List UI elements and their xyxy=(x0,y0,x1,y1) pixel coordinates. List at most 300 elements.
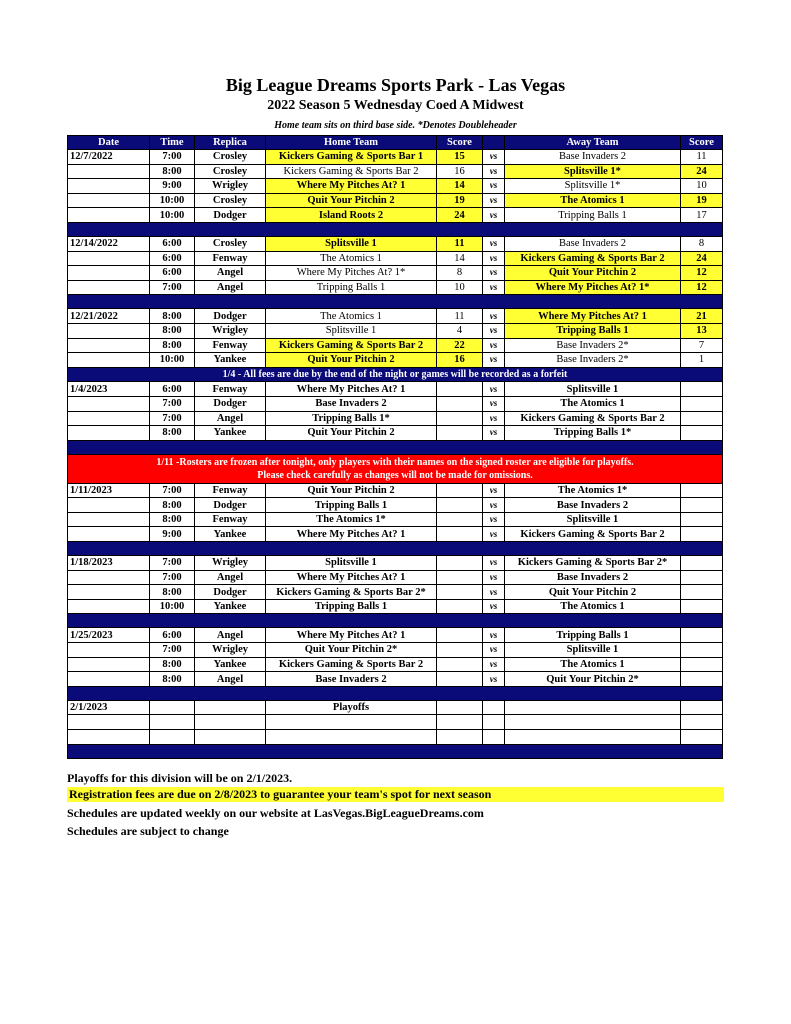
game-row xyxy=(68,164,723,179)
away-score: 17 xyxy=(681,208,723,223)
game-date xyxy=(68,193,150,208)
home-score xyxy=(437,382,483,397)
away-score: 24 xyxy=(681,251,723,266)
home-team: Splitsville 1 xyxy=(266,236,437,251)
home-score: 24 xyxy=(437,208,483,223)
vs-label: vs xyxy=(483,150,505,165)
away-score: 10 xyxy=(681,179,723,194)
game-date: 2/1/2023 xyxy=(68,700,150,715)
game-date xyxy=(68,353,150,368)
away-team: Tripping Balls 1 xyxy=(505,628,681,643)
game-date: 12/14/2022 xyxy=(68,236,150,251)
away-team: Kickers Gaming & Sports Bar 2* xyxy=(505,556,681,571)
home-team: Base Invaders 2 xyxy=(266,396,437,411)
schedule-table xyxy=(67,135,723,759)
vs-label: vs xyxy=(483,179,505,194)
home-team: The Atomics 1* xyxy=(266,512,437,527)
home-score: 11 xyxy=(437,309,483,324)
game-replica: Angel xyxy=(195,411,266,426)
game-time: 6:00 xyxy=(150,628,195,643)
away-score xyxy=(681,396,723,411)
vs-label: vs xyxy=(483,309,505,324)
game-date: 1/18/2023 xyxy=(68,556,150,571)
game-row xyxy=(68,527,723,542)
away-team: The Atomics 1 xyxy=(505,396,681,411)
game-date: 12/7/2022 xyxy=(68,150,150,165)
game-date xyxy=(68,657,150,672)
home-score: 8 xyxy=(437,266,483,281)
game-row xyxy=(68,150,723,165)
roster-alert-line-1: 1/11 -Rosters are frozen after tonight, only players with their names on the signed roster are eligible for playoffs. xyxy=(156,456,634,468)
game-row xyxy=(68,411,723,426)
game-row xyxy=(68,483,723,498)
away-team: The Atomics 1 xyxy=(505,193,681,208)
home-score: 22 xyxy=(437,338,483,353)
home-score: 14 xyxy=(437,179,483,194)
game-date xyxy=(68,396,150,411)
vs-label: vs xyxy=(483,599,505,614)
week-separator xyxy=(68,686,723,700)
home-team: Where My Pitches At? 1 xyxy=(266,179,437,194)
fees-notice: 1/4 - All fees are due by the end of the night or games will be recorded as a forfeit xyxy=(68,367,723,382)
game-replica: Yankee xyxy=(195,527,266,542)
away-score xyxy=(681,498,723,513)
away-score xyxy=(681,426,723,441)
game-row xyxy=(68,585,723,600)
week-separator xyxy=(68,614,723,628)
game-time: 9:00 xyxy=(150,527,195,542)
game-replica: Crosley xyxy=(195,193,266,208)
separator-bar xyxy=(68,686,723,700)
game-replica: Crosley xyxy=(195,150,266,165)
game-row xyxy=(68,179,723,194)
vs-label: vs xyxy=(483,266,505,281)
week-separator xyxy=(68,542,723,556)
game-time: 10:00 xyxy=(150,599,195,614)
game-time: 7:00 xyxy=(150,150,195,165)
vs-label: vs xyxy=(483,483,505,498)
vs-label: vs xyxy=(483,512,505,527)
game-row xyxy=(68,570,723,585)
away-team: Base Invaders 2* xyxy=(505,353,681,368)
vs-label: vs xyxy=(483,236,505,251)
game-time: 8:00 xyxy=(150,512,195,527)
home-team: Playoffs xyxy=(266,700,437,715)
away-score xyxy=(681,643,723,658)
away-team: Quit Your Pitchin 2 xyxy=(505,266,681,281)
game-time: 8:00 xyxy=(150,498,195,513)
away-team: Where My Pitches At? 1* xyxy=(505,280,681,295)
away-score xyxy=(681,382,723,397)
away-team: The Atomics 1 xyxy=(505,657,681,672)
game-time: 8:00 xyxy=(150,426,195,441)
home-score: 19 xyxy=(437,193,483,208)
page-title: Big League Dreams Sports Park - Las Vegas xyxy=(225,75,566,95)
week-separator xyxy=(68,295,723,309)
game-date xyxy=(68,730,150,745)
game-replica: Wrigley xyxy=(195,643,266,658)
away-score xyxy=(681,672,723,687)
game-time: 8:00 xyxy=(150,585,195,600)
game-time: 8:00 xyxy=(150,309,195,324)
vs-label: vs xyxy=(483,338,505,353)
vs-label xyxy=(483,715,505,730)
game-replica: Wrigley xyxy=(195,556,266,571)
game-date xyxy=(68,585,150,600)
home-team xyxy=(266,715,437,730)
game-time: 10:00 xyxy=(150,353,195,368)
roster-alert-line-2: Please check carefully as changes will not be made for omissions. xyxy=(257,469,533,481)
away-score: 12 xyxy=(681,280,723,295)
home-score: 11 xyxy=(437,236,483,251)
game-replica: Fenway xyxy=(195,251,266,266)
week-separator xyxy=(68,744,723,758)
home-team: Kickers Gaming & Sports Bar 2 xyxy=(266,164,437,179)
game-time: 8:00 xyxy=(150,323,195,338)
game-time: 8:00 xyxy=(150,164,195,179)
vs-label: vs xyxy=(483,382,505,397)
away-team: Base Invaders 2* xyxy=(505,338,681,353)
game-replica: Angel xyxy=(195,672,266,687)
game-row xyxy=(68,353,723,368)
game-row xyxy=(68,599,723,614)
away-score xyxy=(681,628,723,643)
home-team: The Atomics 1 xyxy=(266,309,437,324)
game-replica: Fenway xyxy=(195,338,266,353)
home-team: Where My Pitches At? 1 xyxy=(266,570,437,585)
vs-label: vs xyxy=(483,643,505,658)
game-row xyxy=(68,309,723,324)
game-row xyxy=(68,512,723,527)
game-row xyxy=(68,628,723,643)
home-team: Island Roots 2 xyxy=(266,208,437,223)
game-date xyxy=(68,599,150,614)
away-score xyxy=(681,483,723,498)
game-replica: Fenway xyxy=(195,512,266,527)
vs-label: vs xyxy=(483,353,505,368)
away-team: Where My Pitches At? 1 xyxy=(505,309,681,324)
vs-label: vs xyxy=(483,411,505,426)
home-team: Tripping Balls 1 xyxy=(266,498,437,513)
home-team: The Atomics 1 xyxy=(266,251,437,266)
home-score xyxy=(437,396,483,411)
col-home-team: Home Team xyxy=(266,136,437,150)
game-time: 8:00 xyxy=(150,338,195,353)
separator-bar xyxy=(68,614,723,628)
game-time: 7:00 xyxy=(150,556,195,571)
game-replica: Crosley xyxy=(195,164,266,179)
week-separator xyxy=(68,222,723,236)
away-score: 8 xyxy=(681,236,723,251)
game-date xyxy=(68,672,150,687)
game-time: 7:00 xyxy=(150,570,195,585)
away-score xyxy=(681,512,723,527)
home-score xyxy=(437,599,483,614)
home-score: 10 xyxy=(437,280,483,295)
away-score xyxy=(681,730,723,745)
away-score: 12 xyxy=(681,266,723,281)
home-team: Kickers Gaming & Sports Bar 2 xyxy=(266,657,437,672)
game-date xyxy=(68,570,150,585)
home-score xyxy=(437,715,483,730)
game-date: 1/25/2023 xyxy=(68,628,150,643)
game-date xyxy=(68,208,150,223)
game-time: 7:00 xyxy=(150,396,195,411)
away-team: Splitsville 1* xyxy=(505,179,681,194)
separator-bar xyxy=(68,295,723,309)
separator-bar xyxy=(68,222,723,236)
away-score: 13 xyxy=(681,323,723,338)
home-team: Kickers Gaming & Sports Bar 2 xyxy=(266,338,437,353)
col-away-score: Score xyxy=(681,136,723,150)
home-score: 4 xyxy=(437,323,483,338)
away-score xyxy=(681,585,723,600)
away-score xyxy=(681,570,723,585)
home-team: Where My Pitches At? 1 xyxy=(266,382,437,397)
home-score: 16 xyxy=(437,353,483,368)
roster-alert xyxy=(68,454,723,483)
game-replica: Angel xyxy=(195,266,266,281)
away-score xyxy=(681,599,723,614)
footer-playoffs: Playoffs for this division will be on 2/1/2023. xyxy=(67,771,293,785)
game-date xyxy=(68,323,150,338)
game-row xyxy=(68,396,723,411)
vs-label: vs xyxy=(483,672,505,687)
game-date: 1/11/2023 xyxy=(68,483,150,498)
away-team: Quit Your Pitchin 2* xyxy=(505,672,681,687)
away-team: Base Invaders 2 xyxy=(505,570,681,585)
away-score: 24 xyxy=(681,164,723,179)
game-time xyxy=(150,730,195,745)
game-time: 6:00 xyxy=(150,236,195,251)
game-date xyxy=(68,280,150,295)
game-row xyxy=(68,672,723,687)
away-team xyxy=(505,715,681,730)
vs-label: vs xyxy=(483,193,505,208)
home-score xyxy=(437,512,483,527)
vs-label: vs xyxy=(483,280,505,295)
week-separator xyxy=(68,440,723,454)
home-team: Quit Your Pitchin 2 xyxy=(266,426,437,441)
col-date: Date xyxy=(68,136,150,150)
separator-bar xyxy=(68,440,723,454)
game-replica: Angel xyxy=(195,570,266,585)
away-team: Kickers Gaming & Sports Bar 2 xyxy=(505,527,681,542)
game-row xyxy=(68,730,723,745)
away-team: Splitsville 1 xyxy=(505,643,681,658)
game-replica xyxy=(195,700,266,715)
game-time: 7:00 xyxy=(150,280,195,295)
game-row xyxy=(68,715,723,730)
away-team xyxy=(505,700,681,715)
separator-bar xyxy=(68,542,723,556)
home-score: 14 xyxy=(437,251,483,266)
game-date xyxy=(68,411,150,426)
away-team: Kickers Gaming & Sports Bar 2 xyxy=(505,251,681,266)
home-team: Tripping Balls 1 xyxy=(266,280,437,295)
vs-label: vs xyxy=(483,323,505,338)
game-row xyxy=(68,266,723,281)
vs-label: vs xyxy=(483,585,505,600)
away-score: 19 xyxy=(681,193,723,208)
game-row xyxy=(68,700,723,715)
away-team: Tripping Balls 1* xyxy=(505,426,681,441)
game-date xyxy=(68,512,150,527)
game-row xyxy=(68,280,723,295)
vs-label: vs xyxy=(483,208,505,223)
col-replica: Replica xyxy=(195,136,266,150)
vs-label: vs xyxy=(483,556,505,571)
vs-label: vs xyxy=(483,164,505,179)
home-team: Where My Pitches At? 1 xyxy=(266,527,437,542)
separator-bar xyxy=(68,744,723,758)
home-team: Quit Your Pitchin 2 xyxy=(266,483,437,498)
away-team: The Atomics 1 xyxy=(505,599,681,614)
footer-change-notice: Schedules are subject to change xyxy=(67,824,229,838)
game-replica: Yankee xyxy=(195,657,266,672)
home-score xyxy=(437,556,483,571)
home-score xyxy=(437,700,483,715)
game-replica: Yankee xyxy=(195,426,266,441)
game-time: 10:00 xyxy=(150,193,195,208)
away-team: Tripping Balls 1 xyxy=(505,323,681,338)
home-score xyxy=(437,730,483,745)
game-replica: Yankee xyxy=(195,599,266,614)
game-time: 8:00 xyxy=(150,657,195,672)
col-time: Time xyxy=(150,136,195,150)
page-subtitle: 2022 Season 5 Wednesday Coed A Midwest xyxy=(267,98,524,113)
home-score xyxy=(437,570,483,585)
game-replica: Dodger xyxy=(195,498,266,513)
game-date xyxy=(68,164,150,179)
game-row xyxy=(68,323,723,338)
game-date: 12/21/2022 xyxy=(68,309,150,324)
game-time: 6:00 xyxy=(150,266,195,281)
away-team: Splitsville 1 xyxy=(505,382,681,397)
game-time xyxy=(150,715,195,730)
game-date xyxy=(68,179,150,194)
away-team: Tripping Balls 1 xyxy=(505,208,681,223)
game-date xyxy=(68,426,150,441)
home-team: Splitsville 1 xyxy=(266,323,437,338)
game-replica: Dodger xyxy=(195,396,266,411)
game-row xyxy=(68,251,723,266)
home-score xyxy=(437,483,483,498)
game-time: 7:00 xyxy=(150,643,195,658)
game-time: 6:00 xyxy=(150,382,195,397)
vs-label: vs xyxy=(483,628,505,643)
vs-label xyxy=(483,700,505,715)
home-score xyxy=(437,657,483,672)
home-score: 16 xyxy=(437,164,483,179)
game-replica: Angel xyxy=(195,628,266,643)
fees-notice-row xyxy=(68,367,723,382)
home-score xyxy=(437,426,483,441)
away-score: 1 xyxy=(681,353,723,368)
away-team: Kickers Gaming & Sports Bar 2 xyxy=(505,411,681,426)
game-time: 6:00 xyxy=(150,251,195,266)
away-team: Base Invaders 2 xyxy=(505,498,681,513)
away-score: 11 xyxy=(681,150,723,165)
home-team: Tripping Balls 1* xyxy=(266,411,437,426)
away-team: Quit Your Pitchin 2 xyxy=(505,585,681,600)
home-score xyxy=(437,498,483,513)
game-row xyxy=(68,643,723,658)
home-team: Quit Your Pitchin 2* xyxy=(266,643,437,658)
game-row xyxy=(68,382,723,397)
game-date: 1/4/2023 xyxy=(68,382,150,397)
game-row xyxy=(68,208,723,223)
game-time: 10:00 xyxy=(150,208,195,223)
col-away-team: Away Team xyxy=(505,136,681,150)
home-score xyxy=(437,585,483,600)
vs-label xyxy=(483,730,505,745)
home-team: Tripping Balls 1 xyxy=(266,599,437,614)
home-team: Base Invaders 2 xyxy=(266,672,437,687)
vs-label: vs xyxy=(483,527,505,542)
home-team: Where My Pitches At? 1* xyxy=(266,266,437,281)
away-score: 7 xyxy=(681,338,723,353)
game-replica xyxy=(195,730,266,745)
game-replica: Fenway xyxy=(195,483,266,498)
vs-label: vs xyxy=(483,396,505,411)
game-time: 9:00 xyxy=(150,179,195,194)
game-replica: Dodger xyxy=(195,585,266,600)
game-date xyxy=(68,527,150,542)
game-row xyxy=(68,236,723,251)
game-replica: Angel xyxy=(195,280,266,295)
away-score xyxy=(681,700,723,715)
game-replica: Crosley xyxy=(195,236,266,251)
footer-website: Schedules are updated weekly on our website at LasVegas.BigLeagueDreams.com xyxy=(67,806,484,820)
game-time xyxy=(150,700,195,715)
table-header-row xyxy=(68,136,723,150)
away-team: Splitsville 1 xyxy=(505,512,681,527)
home-team: Quit Your Pitchin 2 xyxy=(266,353,437,368)
away-score xyxy=(681,556,723,571)
home-score xyxy=(437,411,483,426)
game-row xyxy=(68,657,723,672)
home-team: Where My Pitches At? 1 xyxy=(266,628,437,643)
col-home-score: Score xyxy=(437,136,483,150)
game-row xyxy=(68,426,723,441)
vs-label: vs xyxy=(483,570,505,585)
game-time: 7:00 xyxy=(150,483,195,498)
home-team: Kickers Gaming & Sports Bar 2* xyxy=(266,585,437,600)
away-team xyxy=(505,730,681,745)
col-vs xyxy=(483,136,505,150)
home-team: Splitsville 1 xyxy=(266,556,437,571)
vs-label: vs xyxy=(483,251,505,266)
game-replica: Yankee xyxy=(195,353,266,368)
away-team: The Atomics 1* xyxy=(505,483,681,498)
vs-label: vs xyxy=(483,657,505,672)
game-replica: Wrigley xyxy=(195,179,266,194)
home-score xyxy=(437,527,483,542)
game-date xyxy=(68,266,150,281)
game-row xyxy=(68,338,723,353)
game-replica xyxy=(195,715,266,730)
game-time: 7:00 xyxy=(150,411,195,426)
home-score xyxy=(437,643,483,658)
away-score: 21 xyxy=(681,309,723,324)
game-row xyxy=(68,193,723,208)
game-time: 8:00 xyxy=(150,672,195,687)
away-score xyxy=(681,411,723,426)
home-score xyxy=(437,628,483,643)
game-date xyxy=(68,643,150,658)
game-date xyxy=(68,251,150,266)
